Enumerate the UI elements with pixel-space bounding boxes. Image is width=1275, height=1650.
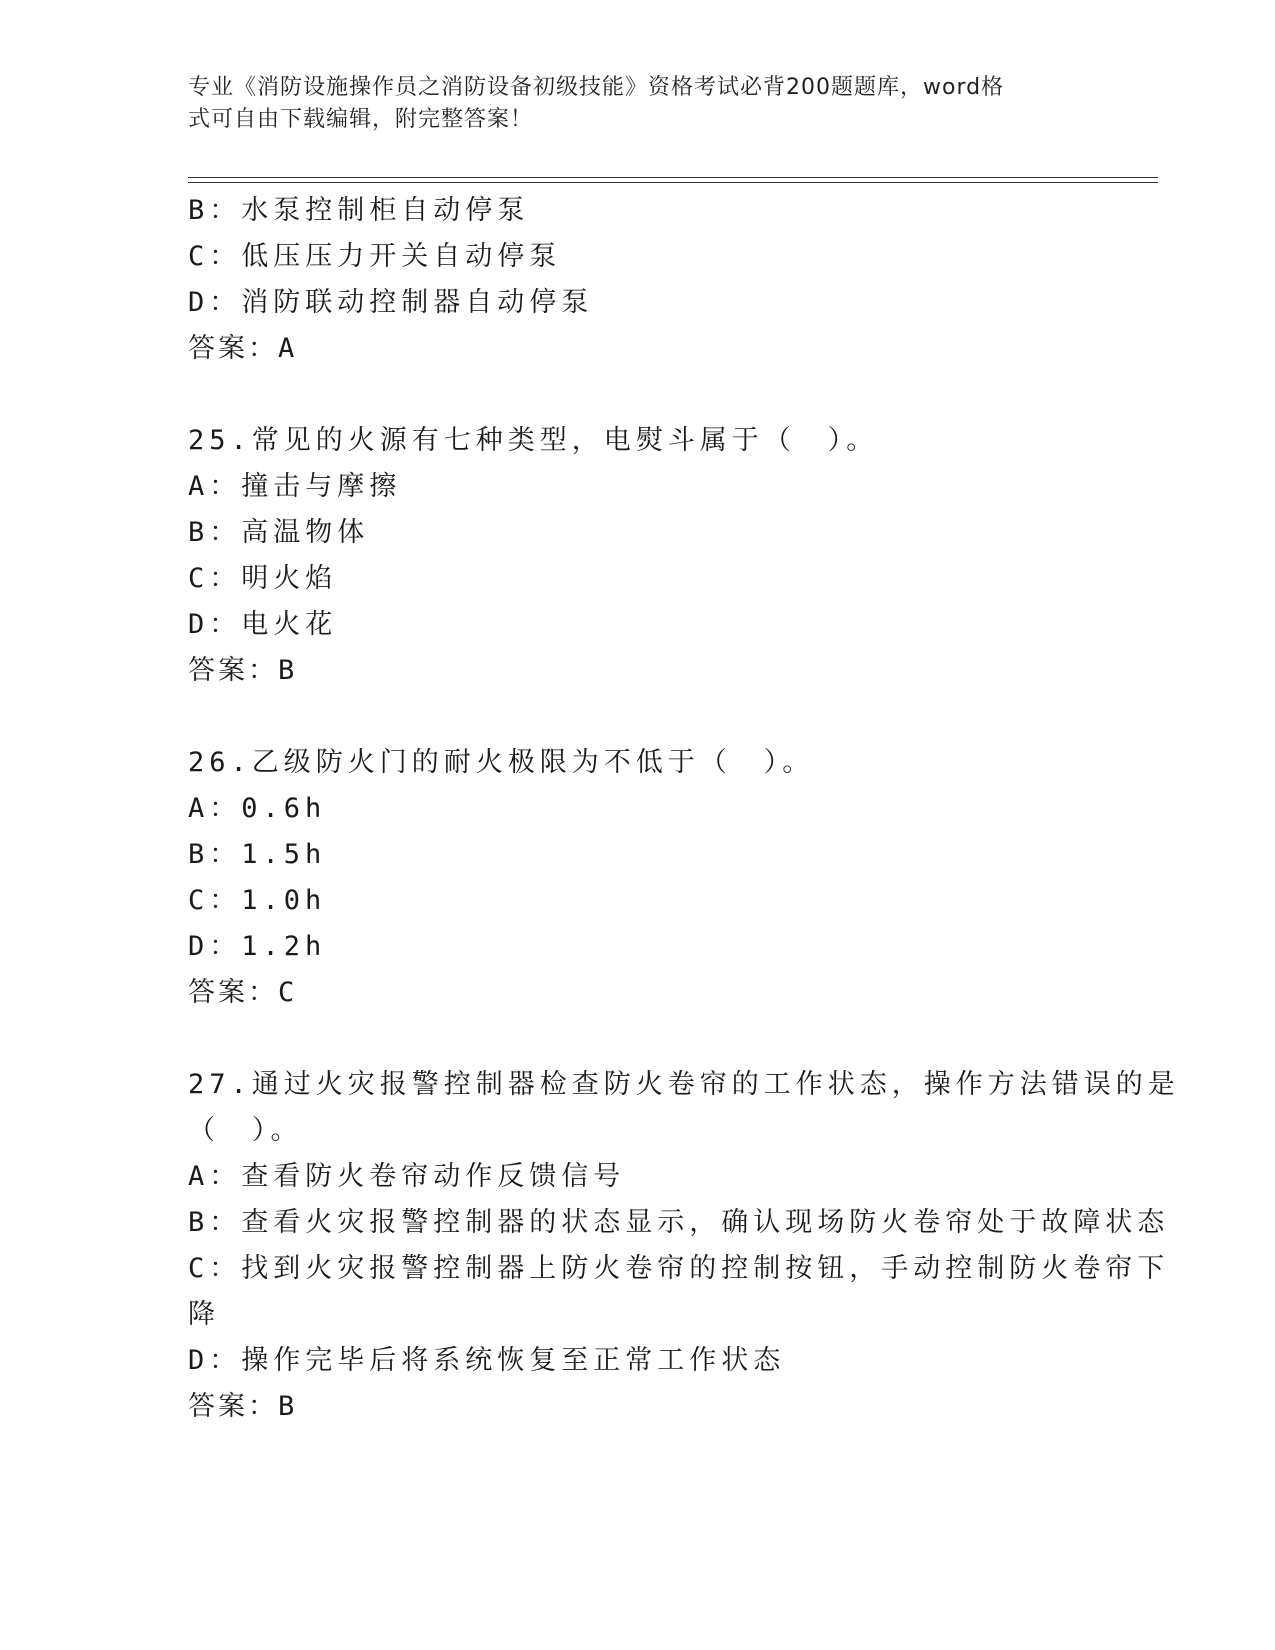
option-a: A：0.6h [188,793,327,824]
option-a: A：查看防火卷帘动作反馈信号 [188,1161,626,1192]
answer: 答案：B [188,655,298,686]
header-rule-top [188,177,1158,178]
spacer [188,694,1088,740]
question-list [188,188,1180,1430]
document-header [188,72,1068,136]
question-25 [188,418,1088,694]
option-c: C：明火焰 [188,563,338,594]
question-stem: 26.乙级防火门的耐火极限为不低于（ ）。 [188,747,815,778]
option-c: C：1.0h [188,885,327,916]
header-line-2: 式可自由下载编辑，附完整答案！ [188,107,534,132]
header-rule-bottom [188,182,1158,183]
answer: 答案：A [188,333,298,364]
spacer [188,1016,1088,1062]
answer: 答案：B [188,1391,298,1422]
option-b: B：高温物体 [188,517,370,548]
question-stem-continued: （ ）。 [188,1115,303,1146]
question-26 [188,740,1088,1016]
question-stem: 25.常见的火源有七种类型，电熨斗属于（ ）。 [188,425,879,456]
option-b: B：水泵控制柜自动停泵 [188,195,530,226]
spacer [188,372,1088,418]
option-c-continued: 降 [188,1299,220,1330]
answer: 答案：C [188,977,298,1008]
option-d: D：消防联动控制器自动停泵 [188,287,594,318]
header-line-1: 专业《消防设施操作员之消防设备初级技能》资格考试必背200题题库，word格 [188,75,1005,100]
option-b: B：查看火灾报警控制器的状态显示，确认现场防火卷帘处于故障状态 [188,1207,1170,1238]
previous-question-tail [188,188,1088,372]
option-a: A：撞击与摩擦 [188,471,402,502]
option-d: D：操作完毕后将系统恢复至正常工作状态 [188,1345,786,1376]
option-d: D：电火花 [188,609,338,640]
question-27 [188,1062,1180,1430]
option-b: B：1.5h [188,839,327,870]
option-c: C：找到火灾报警控制器上防火卷帘的控制按钮，手动控制防火卷帘下 [188,1253,1170,1284]
option-c: C：低压压力开关自动停泵 [188,241,562,272]
option-d: D：1.2h [188,931,327,962]
question-stem: 27.通过火灾报警控制器检查防火卷帘的工作状态，操作方法错误的是 [188,1069,1180,1100]
